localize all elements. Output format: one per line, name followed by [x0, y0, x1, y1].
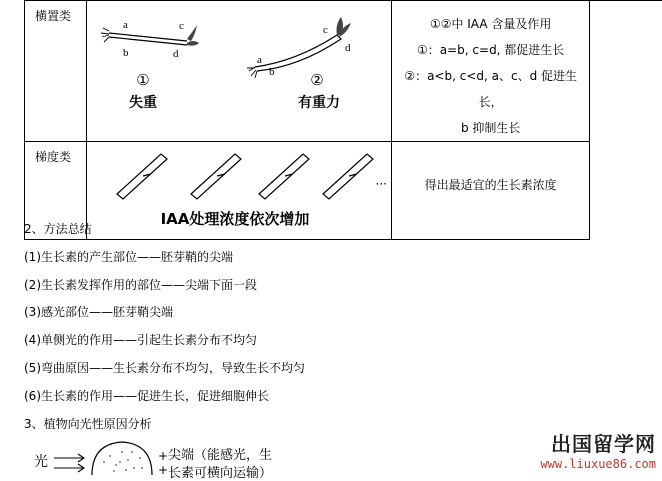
list-item: (3)感光部位——胚芽鞘尖端: [24, 305, 173, 319]
desc-line: ①②中 IAA 含量及作用: [429, 17, 552, 31]
desc-line: 得出最适宜的生长素浓度: [424, 178, 557, 192]
label-a1: a: [123, 19, 129, 31]
tip-description-line1: 尖端（能感光，生: [168, 448, 273, 463]
row-label: 梯度类: [25, 142, 87, 240]
gradient-figure-cell: [87, 142, 392, 240]
label-a2: a: [257, 54, 263, 66]
watermark-url[interactable]: www.liuxue86.com: [540, 457, 656, 471]
label-d1: d: [173, 48, 179, 60]
list-item: (2)生长素发挥作用的部位——尖端下面一段: [24, 278, 257, 292]
plus-sign: +: [158, 449, 169, 463]
section-2-title: 2、方法总结: [24, 222, 92, 236]
phototropism-diagram: [30, 438, 180, 475]
ellipsis: ···: [375, 177, 388, 191]
label-b2: b: [269, 66, 275, 78]
fig1-caption: 失重: [129, 95, 158, 111]
tip-description-line2: 长素可横向运输）: [168, 466, 273, 481]
watermark: [540, 428, 656, 471]
label-d2: d: [345, 42, 351, 54]
label-c1: c: [179, 20, 185, 32]
horizontal-stems-diagram: [87, 1, 391, 119]
table-row: [25, 1, 590, 142]
top-border-line: [590, 0, 662, 1]
gradient-caption: IAA处理浓度依次增加: [160, 210, 310, 228]
fig1-number: ①: [136, 71, 151, 89]
desc-line: ①：a=b, c=d, 都促进生长: [417, 43, 565, 57]
stem-weightless: [101, 25, 199, 46]
list-item: (4)单侧光的作用——引起生长素分布不均匀: [24, 333, 257, 347]
fig2-number: ②: [310, 71, 325, 89]
stem-gravity: [247, 17, 351, 78]
list-item: (1)生长素的产生部位——胚芽鞘的尖端: [24, 250, 233, 264]
list-item: (5)弯曲原因——生长素分布不均匀，导致生长不均匀: [24, 361, 305, 375]
fig2-caption: 有重力: [298, 95, 341, 111]
light-arrow-1: [54, 454, 84, 462]
desc-line: b 抑制生长: [460, 121, 521, 135]
table-row: [25, 142, 590, 240]
horizontal-figure-cell: [87, 1, 392, 142]
label-b1: b: [123, 47, 129, 59]
gradient-stems-diagram: [87, 142, 391, 233]
label-c2: c: [323, 24, 329, 36]
horizontal-description: [392, 1, 590, 142]
gradient-description: [392, 142, 590, 240]
comparison-table: [24, 0, 590, 240]
list-item: (6)生长素的作用——促进生长，促进细胞伸长: [24, 389, 269, 403]
cuttings: [117, 154, 373, 199]
light-label: 光: [34, 454, 48, 470]
row-label: 横置类: [25, 1, 87, 142]
light-arrow-2: [54, 464, 84, 472]
watermark-title: 出国留学网: [551, 432, 656, 456]
section-3-title: 3、植物向光性原因分析: [24, 417, 152, 431]
coleoptile-tip: [92, 442, 152, 475]
desc-line: ②：a<b, c<d, a、c、d 促进生长，: [404, 69, 578, 109]
plus-sign: +: [158, 463, 169, 475]
